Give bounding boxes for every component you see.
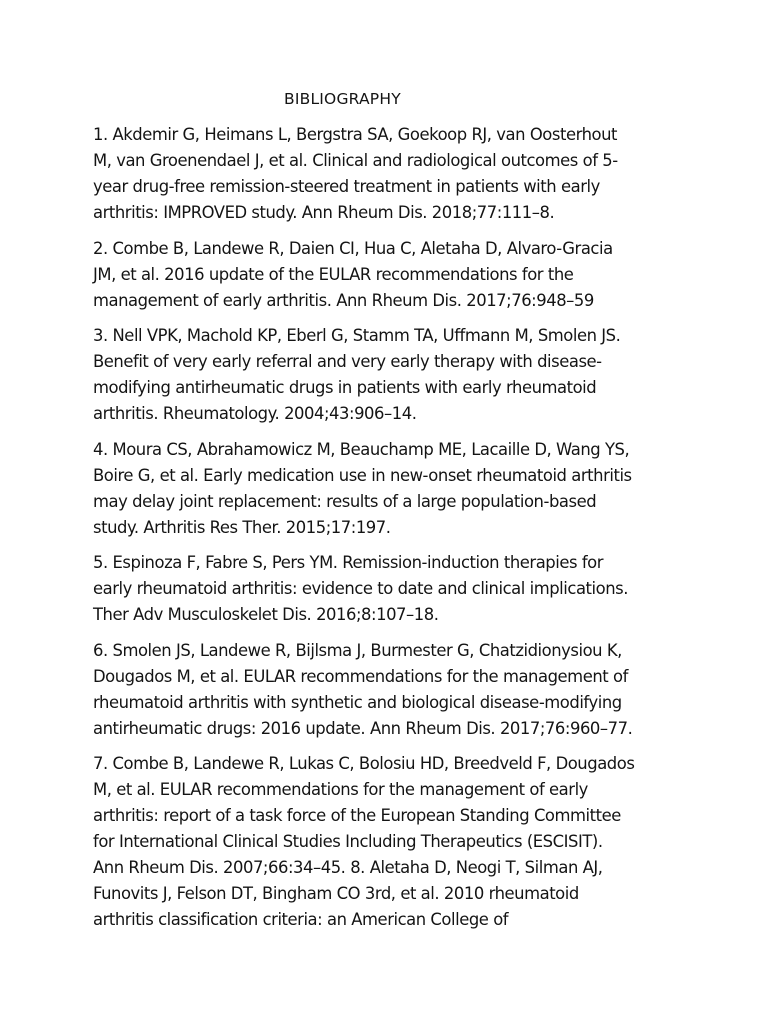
reference-line: Boire G, et al. Early medication use in new-onset rheumatoid arthritis <box>93 465 632 485</box>
reference-line: 4. Moura CS, Abrahamowicz M, Beauchamp ME, Lacaille D, Wang YS, <box>93 439 630 459</box>
reference-line: arthritis classification criteria: an American College of <box>93 910 509 929</box>
reference-item <box>93 751 693 933</box>
reference-line: 3. Nell VPK, Machold KP, Eberl G, Stamm TA, Uffmann M, Smolen JS. <box>93 326 621 345</box>
reference-line: rheumatoid arthritis with synthetic and biological disease-modifying <box>93 692 622 712</box>
reference-list <box>93 122 693 943</box>
reference-line: M, van Groenendael J, et al. Clinical and radiological outcomes of 5- <box>93 151 618 170</box>
reference-item <box>93 638 693 742</box>
reference-item <box>93 437 693 541</box>
reference-line: 5. Espinoza F, Fabre S, Pers YM. Remission-induction therapies for <box>93 553 604 572</box>
reference-line: management of early arthritis. Ann Rheum Dis. 2017;76:948–59 <box>93 290 594 310</box>
reference-line: 7. Combe B, Landewe R, Lukas C, Bolosiu HD, Breedveld F, Dougados <box>93 754 635 773</box>
reference-line: year drug-free remission-steered treatment in patients with early <box>93 177 600 196</box>
reference-item <box>93 323 693 427</box>
page-title: BIBLIOGRAPHY <box>284 90 401 108</box>
reference-line: M, et al. EULAR recommendations for the management of early <box>93 780 588 799</box>
reference-line: 2. Combe B, Landewe R, Daien CI, Hua C, Aletaha D, Alvaro-Gracia <box>93 238 613 258</box>
reference-line: Ther Adv Musculoskelet Dis. 2016;8:107–18. <box>93 605 439 624</box>
reference-item <box>93 122 693 226</box>
reference-line: for International Clinical Studies Including Therapeutics (ESCISIT). <box>93 832 603 851</box>
reference-line: modifying antirheumatic drugs in patients with early rheumatoid <box>93 378 597 397</box>
reference-line: Benefit of very early referral and very early therapy with disease- <box>93 352 602 371</box>
reference-line: arthritis: IMPROVED study. Ann Rheum Dis. 2018;77:111–8. <box>93 203 555 222</box>
reference-line: Dougados M, et al. EULAR recommendations for the management of <box>93 666 628 686</box>
reference-line: early rheumatoid arthritis: evidence to date and clinical implications. <box>93 579 628 598</box>
reference-item <box>93 550 693 628</box>
reference-line: arthritis: report of a task force of the European Standing Committee <box>93 806 621 825</box>
reference-line: Funovits J, Felson DT, Bingham CO 3rd, et al. 2010 rheumatoid <box>93 884 579 903</box>
reference-line: arthritis. Rheumatology. 2004;43:906–14. <box>93 404 417 423</box>
reference-line: antirheumatic drugs: 2016 update. Ann Rheum Dis. 2017;76:960–77. <box>93 718 633 738</box>
reference-line: JM, et al. 2016 update of the EULAR recommendations for the <box>93 264 574 284</box>
reference-line: 1. Akdemir G, Heimans L, Bergstra SA, Goekoop RJ, van Oosterhout <box>93 125 618 144</box>
reference-line: may delay joint replacement: results of a large population-based <box>93 491 597 511</box>
reference-line: study. Arthritis Res Ther. 2015;17:197. <box>93 517 391 537</box>
reference-line: Ann Rheum Dis. 2007;66:34–45. 8. Aletaha D, Neogi T, Silman AJ, <box>93 858 603 877</box>
reference-line: 6. Smolen JS, Landewe R, Bijlsma J, Burmester G, Chatzidionysiou K, <box>93 640 622 660</box>
reference-item <box>93 236 693 314</box>
